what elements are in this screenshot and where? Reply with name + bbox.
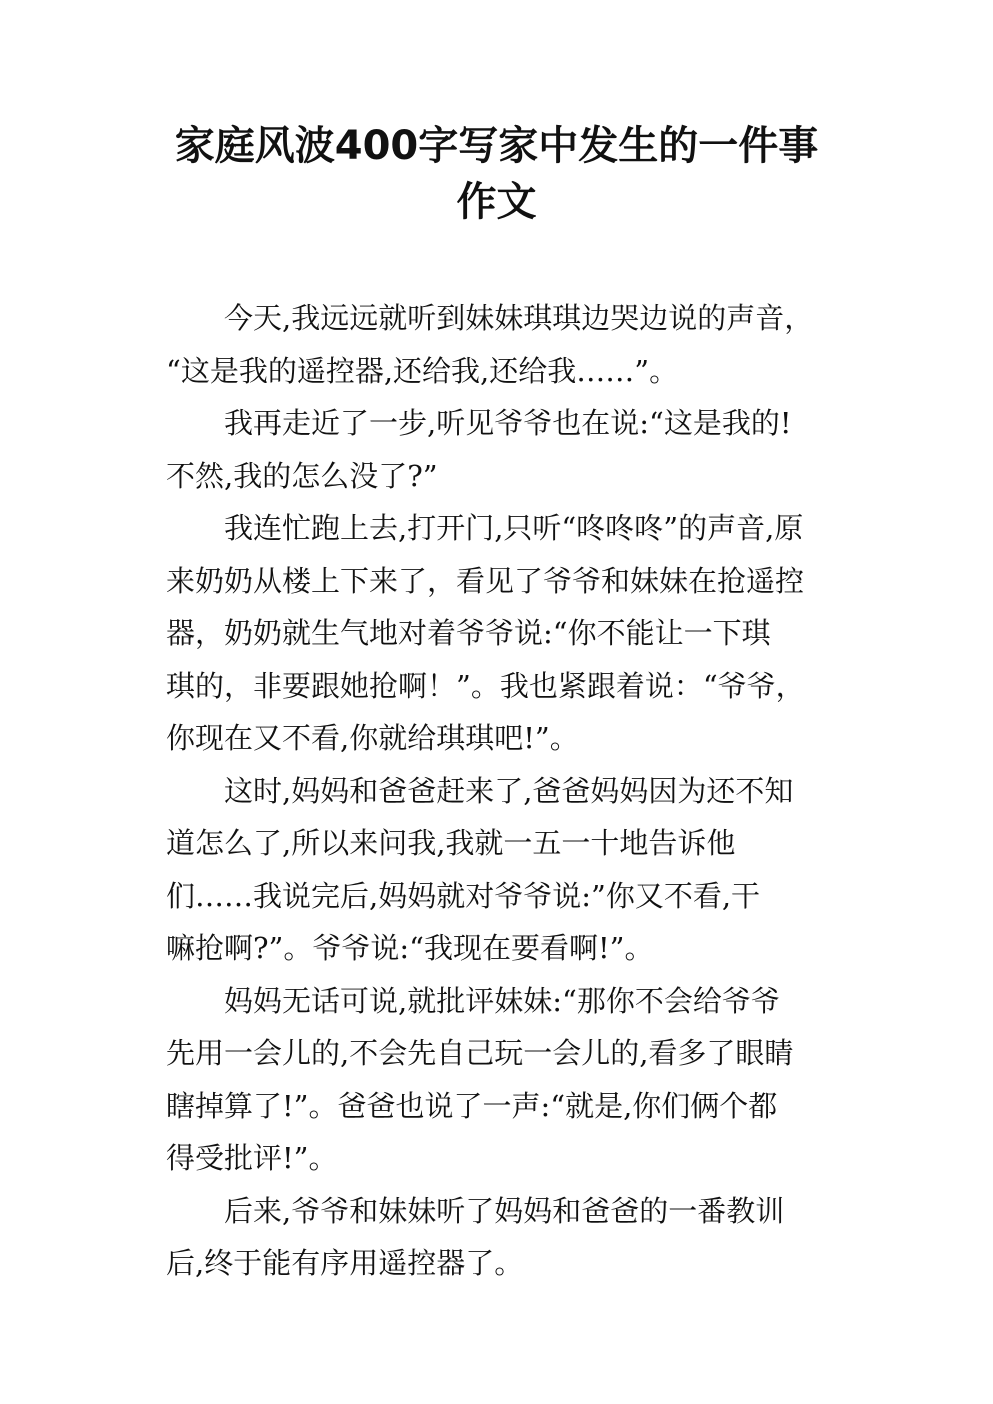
text-line: 妈妈无话可说,就批评妹妹:“那你不会给爷爷	[224, 983, 780, 1018]
text-line: 不然,我的怎么没了?”	[166, 458, 438, 493]
paragraph	[166, 975, 866, 1185]
paragraph	[166, 397, 866, 502]
text-line: “这是我的遥控器,还给我,还给我……”。	[166, 353, 679, 388]
text-line: 们……我说完后,妈妈就对爷爷说:”你又不看,干	[166, 878, 761, 913]
article-body	[166, 292, 866, 1290]
text-line: 来奶奶从楼上下来了，看见了爷爷和妹妹在抢遥控	[166, 563, 805, 598]
document-title	[150, 118, 843, 230]
text-line: 瞎掉算了!”。爸爸也说了一声:“就是,你们俩个都	[166, 1088, 778, 1123]
text-line: 你现在又不看,你就给琪琪吧!”。	[166, 721, 579, 755]
paragraph	[166, 765, 866, 975]
text-line: 后来,爷爷和妹妹听了妈妈和爸爸的一番教训	[224, 1193, 785, 1228]
text-line: 道怎么了,所以来问我,我就一五一十地告诉他	[166, 826, 736, 860]
text-line: 我再走近了一步,听见爷爷也在说:“这是我的!	[224, 406, 792, 440]
title-line: 家庭风波400字写家中发生的一件事	[174, 123, 819, 169]
paragraph	[166, 1185, 866, 1290]
paragraph	[166, 502, 866, 765]
text-line: 后,终于能有序用遥控器了。	[166, 1246, 524, 1280]
text-line: 先用一会儿的,不会先自己玩一会儿的,看多了眼睛	[166, 1036, 794, 1070]
text-line: 这时,妈妈和爸爸赶来了,爸爸妈妈因为还不知	[224, 773, 794, 808]
text-line: 器，奶奶就生气地对着爷爷说:“你不能让一下琪	[166, 616, 771, 650]
text-line: 琪的，非要跟她抢啊！”。我也紧跟着说：“爷爷，	[166, 668, 805, 703]
text-line: 我连忙跑上去,打开门,只听“咚咚咚”的声音,原	[224, 511, 804, 545]
text-line: 得受批评!”。	[166, 1141, 338, 1175]
paragraph	[166, 292, 866, 397]
text-line: 嘛抢啊?”。爷爷说:“我现在要看啊!”。	[166, 931, 654, 965]
text-line: 今天,我远远就听到妹妹琪琪边哭边说的声音，	[224, 301, 814, 335]
title-line: 作文	[456, 179, 537, 225]
